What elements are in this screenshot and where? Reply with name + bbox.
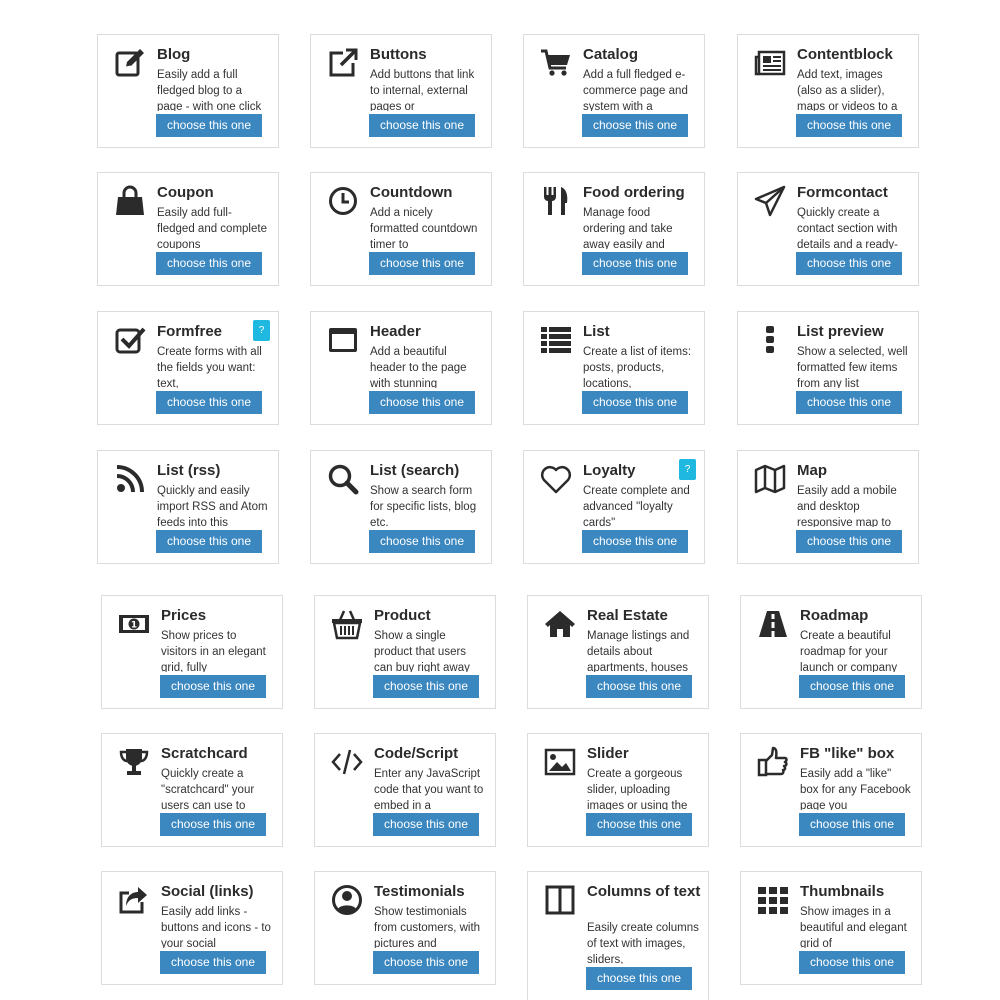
module-description: Create a list of items: posts, products, locations,	[583, 346, 692, 388]
module-card-map	[737, 450, 919, 564]
choose-button[interactable]: choose this one	[586, 675, 692, 698]
module-description: Add a beautiful header to the page with stunning	[370, 346, 467, 388]
module-description: Create forms with all the fields you want: text,	[157, 346, 262, 388]
thumbs-up-icon	[755, 744, 791, 780]
module-card-fb-like-box	[740, 733, 922, 847]
module-card-countdown	[310, 172, 492, 286]
module-card-contentblock	[737, 34, 919, 148]
module-card-code-script	[314, 733, 496, 847]
module-title: Header	[370, 323, 421, 340]
choose-button[interactable]: choose this one	[799, 675, 905, 698]
choose-button[interactable]: choose this one	[586, 967, 692, 990]
module-description: Quickly create a contact section with details and a ready-	[797, 207, 899, 249]
checkbox-icon	[112, 322, 148, 358]
module-card-prices	[101, 595, 283, 709]
module-title: Product	[374, 607, 431, 624]
module-description: Easily add full-fledged and complete coupons	[157, 207, 267, 249]
choose-button[interactable]: choose this one	[582, 391, 688, 414]
module-card-list-search	[310, 450, 492, 564]
money-icon	[116, 606, 152, 642]
choose-button[interactable]: choose this one	[369, 252, 475, 275]
map-icon	[752, 461, 788, 497]
module-description: Easily create columns of text with images, sliders,	[587, 922, 699, 964]
module-title: Real Estate	[587, 607, 668, 624]
module-title: Testimonials	[374, 883, 465, 900]
choose-button[interactable]: choose this one	[373, 675, 479, 698]
choose-button[interactable]: choose this one	[369, 391, 475, 414]
choose-button[interactable]: choose this one	[586, 813, 692, 836]
choose-button[interactable]: choose this one	[796, 530, 902, 553]
module-description: Show a selected, well formatted few items from any list	[797, 346, 908, 388]
module-card-blog	[97, 34, 279, 148]
choose-button[interactable]: choose this one	[799, 813, 905, 836]
choose-button[interactable]: choose this one	[582, 530, 688, 553]
user-circle-icon	[329, 882, 365, 918]
module-card-scratchcard	[101, 733, 283, 847]
choose-button[interactable]: choose this one	[582, 252, 688, 275]
module-title: Contentblock	[797, 46, 893, 63]
module-description: Easily add links - buttons and icons - to your social	[161, 906, 271, 948]
module-card-columns-of-text	[527, 871, 709, 1000]
module-card-coupon	[97, 172, 279, 286]
window-icon	[325, 322, 361, 358]
module-title: List	[583, 323, 610, 340]
module-title: Formfree	[157, 323, 223, 340]
module-title: Catalog	[583, 46, 639, 63]
search-icon	[325, 461, 361, 497]
module-card-list-preview	[737, 311, 919, 425]
module-title: Map	[797, 462, 827, 479]
help-badge[interactable]: ?	[253, 320, 270, 341]
module-title: Thumbnails	[800, 883, 885, 900]
module-title: Buttons	[370, 46, 427, 63]
module-card-catalog	[523, 34, 705, 148]
module-description: Create complete and advanced "loyalty cards"	[583, 485, 690, 527]
module-description: Add text, images (also as a slider), maps or videos to a	[797, 69, 898, 111]
basket-icon	[329, 606, 365, 642]
module-description: Show prices to visitors in an elegant grid, fully	[161, 630, 266, 672]
choose-button[interactable]: choose this one	[156, 530, 262, 553]
choose-button[interactable]: choose this one	[160, 951, 266, 974]
home-icon	[542, 606, 578, 642]
module-description: Add a nicely formatted countdown timer to	[370, 207, 478, 249]
module-card-real-estate	[527, 595, 709, 709]
module-title: Slider	[587, 745, 629, 762]
image-icon	[542, 744, 578, 780]
module-description: Manage food ordering and take away easily and	[583, 207, 673, 249]
newspaper-icon	[752, 45, 788, 81]
vertical-dots-icon	[752, 322, 788, 358]
share-icon	[116, 882, 152, 918]
module-card-slider	[527, 733, 709, 847]
module-title: Social (links)	[161, 883, 254, 900]
module-title: List (rss)	[157, 462, 221, 479]
module-title: Scratchcard	[161, 745, 248, 762]
help-badge[interactable]: ?	[679, 459, 696, 480]
module-card-loyalty	[523, 450, 705, 564]
module-description: Show a search form for specific lists, blog etc.	[370, 485, 477, 527]
module-title: FB "like" box	[800, 745, 895, 762]
road-icon	[755, 606, 791, 642]
choose-button[interactable]: choose this one	[796, 252, 902, 275]
module-card-buttons	[310, 34, 492, 148]
choose-button[interactable]: choose this one	[799, 951, 905, 974]
module-description: Easily add a mobile and desktop responsive map to	[797, 485, 897, 527]
module-title: List preview	[797, 323, 884, 340]
module-description: Enter any JavaScript code that you want to embed in a	[374, 768, 484, 810]
module-description: Create a beautiful roadmap for your launch or company	[800, 630, 898, 672]
module-title: Formcontact	[797, 184, 888, 201]
shopping-bag-icon	[112, 183, 148, 219]
shopping-cart-icon	[538, 45, 574, 81]
module-description: Show images in a beautiful and elegant grid of	[800, 906, 907, 948]
module-description: Easily add a full fledged blog to a page - with one click	[157, 69, 262, 111]
edit-icon	[112, 45, 148, 81]
module-description: Show a single product that users can buy right away	[374, 630, 470, 672]
module-card-formcontact	[737, 172, 919, 286]
choose-button[interactable]: choose this one	[156, 252, 262, 275]
choose-button[interactable]: choose this one	[369, 530, 475, 553]
choose-button[interactable]: choose this one	[373, 951, 479, 974]
choose-button[interactable]: choose this one	[373, 813, 479, 836]
module-card-list	[523, 311, 705, 425]
module-title: List (search)	[370, 462, 460, 479]
choose-button[interactable]: choose this one	[369, 114, 475, 137]
clock-icon	[325, 183, 361, 219]
module-title: Loyalty	[583, 462, 636, 479]
choose-button[interactable]: choose this one	[796, 114, 902, 137]
cutlery-icon	[538, 183, 574, 219]
external-link-icon	[325, 45, 361, 81]
rss-icon	[112, 461, 148, 497]
code-icon	[329, 744, 365, 780]
module-description: Quickly and easily import RSS and Atom feeds into this	[157, 485, 268, 527]
module-card-formfree	[97, 311, 279, 425]
module-title: Code/Script	[374, 745, 459, 762]
module-description: Quickly create a "scratchcard" your users can use to	[161, 768, 255, 810]
module-card-food-ordering	[523, 172, 705, 286]
list-icon	[538, 322, 574, 358]
module-title: Blog	[157, 46, 191, 63]
columns-icon	[542, 882, 578, 918]
module-description: Easily add a "like" box for any Facebook page you	[800, 768, 911, 810]
module-card-list-rss	[97, 450, 279, 564]
module-card-testimonials	[314, 871, 496, 985]
module-description: Show testimonials from customers, with pictures and	[374, 906, 481, 948]
module-title: Food ordering	[583, 184, 685, 201]
choose-button[interactable]: choose this one	[582, 114, 688, 137]
trophy-icon	[116, 744, 152, 780]
module-title: Prices	[161, 607, 207, 624]
module-description: Add a full fledged e-commerce page and system with a	[583, 69, 688, 111]
module-description: Create a gorgeous slider, uploading images or using the	[587, 768, 688, 810]
module-card-roadmap	[740, 595, 922, 709]
heart-icon	[538, 461, 574, 497]
choose-button[interactable]: choose this one	[156, 114, 262, 137]
module-title: Countdown	[370, 184, 453, 201]
choose-button[interactable]: choose this one	[160, 813, 266, 836]
module-card-thumbnails	[740, 871, 922, 985]
module-title: Coupon	[157, 184, 214, 201]
module-description: Add buttons that link to internal, external pages or	[370, 69, 475, 111]
module-description: Manage listings and details about apartments, houses	[587, 630, 690, 672]
module-card-product	[314, 595, 496, 709]
grid-icon	[755, 882, 791, 918]
svg-text:1: 1	[130, 620, 138, 631]
module-card-social-links	[101, 871, 283, 985]
choose-button[interactable]: choose this one	[796, 391, 902, 414]
module-card-header	[310, 311, 492, 425]
module-title: Columns of text	[587, 883, 701, 900]
paper-plane-icon	[752, 183, 788, 219]
choose-button[interactable]: choose this one	[160, 675, 266, 698]
module-title: Roadmap	[800, 607, 869, 624]
choose-button[interactable]: choose this one	[156, 391, 262, 414]
